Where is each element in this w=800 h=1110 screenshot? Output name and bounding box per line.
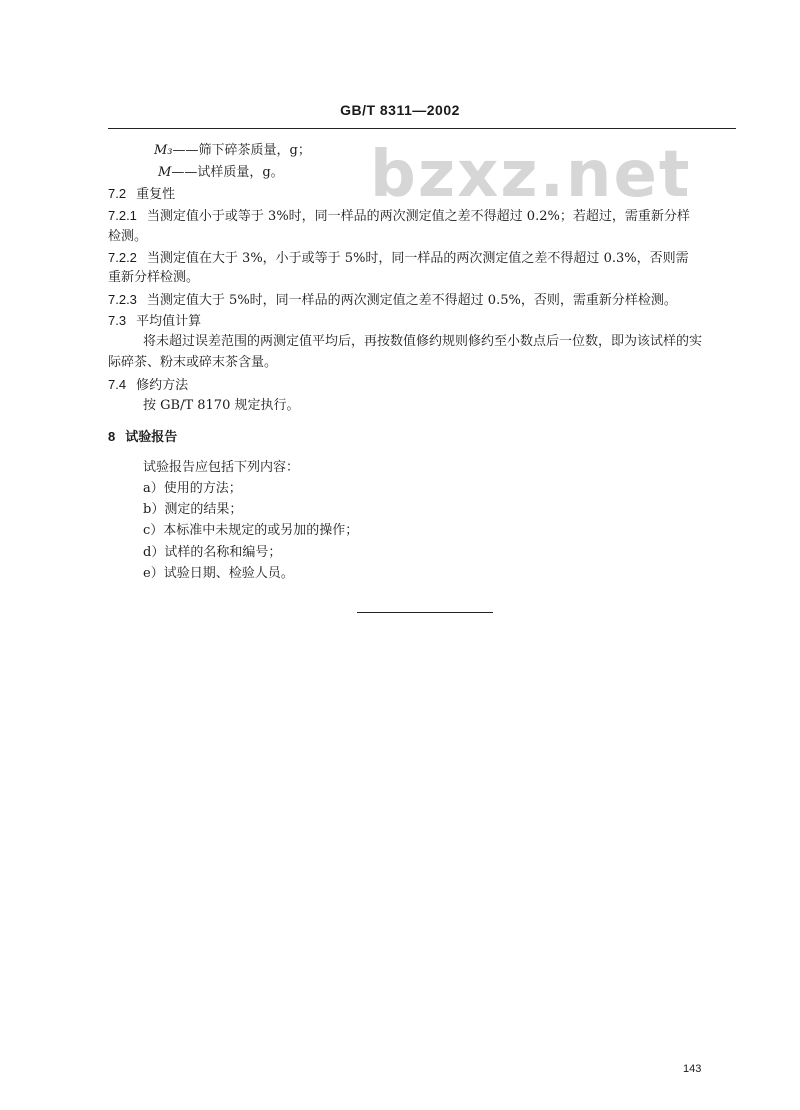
report-item-d: d）试样的名称和编号； — [143, 545, 282, 560]
section-number: 8 — [108, 429, 116, 444]
section-number: 7.2 — [108, 186, 127, 201]
clause-7-2-2-line-2: 重新分样检测。 — [108, 270, 200, 285]
section-title: 重复性 — [136, 187, 176, 202]
clause-7-2-3 — [108, 290, 677, 311]
variable-symbol: M — [158, 165, 172, 180]
report-item-a: a）使用的方法； — [143, 481, 242, 496]
clause-7-2-1-line-2: 检测。 — [108, 229, 148, 244]
section-7-2-heading — [108, 184, 175, 205]
clause-text: 当测定值在大于 3%，小于或等于 5%时，同一样品的两次测定值之差不得超过 0.3%，否则需 — [146, 251, 689, 266]
report-item-b: b）测定的结果； — [143, 502, 243, 517]
end-of-standard-rule — [357, 612, 493, 613]
section-7-4-text: 按 GB/T 8170 规定执行。 — [143, 398, 300, 413]
section-8-heading — [108, 427, 177, 448]
page-number: 143 — [683, 1063, 702, 1075]
section-8-intro: 试验报告应包括下列内容： — [143, 460, 300, 475]
clause-number: 7.2.1 — [108, 208, 137, 223]
clause-number: 7.2.2 — [108, 250, 137, 265]
watermark: bzxz.net — [370, 138, 692, 212]
clause-7-2-1-line-1 — [108, 206, 690, 227]
section-7-3-heading — [108, 311, 201, 332]
clause-text: 当测定值小于或等于 3%时，同一样品的两次测定值之差不得超过 0.2%；若超过，需重新分样 — [146, 209, 690, 224]
section-number: 7.4 — [108, 377, 127, 392]
variable-description: ——试样质量，g。 — [171, 165, 284, 180]
clause-number: 7.2.3 — [108, 292, 137, 307]
report-item-c: c）本标准中未规定的或另加的操作； — [143, 523, 359, 538]
section-number: 7.3 — [108, 313, 127, 328]
standard-code-header: GB/T 8311—2002 — [340, 102, 460, 118]
variable-symbol: M₃ — [154, 143, 173, 158]
section-7-3-text-line-1: 将未超过误差范围的两测定值平均后，再按数值修约规则修约至小数点后一位数，即为该试样的实 — [143, 334, 703, 349]
variable-m3-definition — [154, 141, 311, 161]
variable-m-definition — [158, 163, 284, 183]
section-7-3-text-line-2: 际碎茶、粉末或碎末茶含量。 — [108, 355, 278, 370]
header-rule — [108, 128, 736, 129]
section-title: 平均值计算 — [136, 314, 202, 329]
variable-description: ——筛下碎茶质量，g； — [172, 143, 311, 158]
section-title: 试验报告 — [125, 430, 178, 445]
section-7-4-heading — [108, 375, 188, 396]
section-title: 修约方法 — [136, 378, 189, 393]
report-item-e: e）试验日期、检验人员。 — [143, 566, 294, 581]
clause-text: 当测定值大于 5%时，同一样品的两次测定值之差不得超过 0.5%，否则，需重新分样检测。 — [146, 293, 677, 308]
clause-7-2-2-line-1 — [108, 248, 689, 269]
